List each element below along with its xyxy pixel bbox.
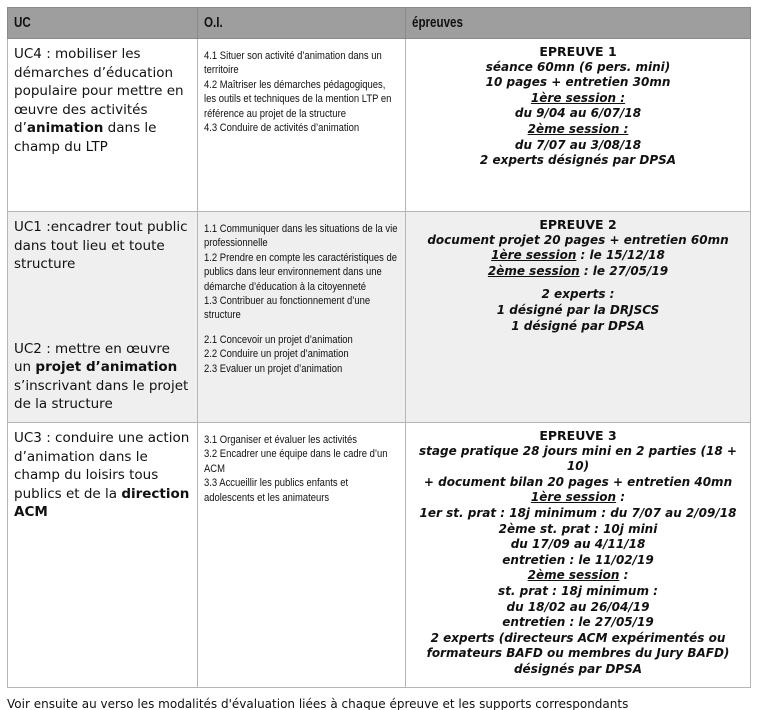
epreuve-line: 2 experts : [541, 287, 615, 302]
session-label: 1ère session : [530, 90, 626, 105]
header-oi-label: O.I. [204, 15, 223, 31]
epreuve-line: 1 désigné par DPSA [511, 318, 645, 333]
session-date: : [616, 490, 626, 505]
epreuve-line: 10 pages + entretien 30mn [485, 75, 671, 90]
oi-item: 4.3 Conduire de activités d’animation [204, 122, 360, 135]
epreuve-line: document projet 20 pages + entretien 60mn [427, 232, 729, 247]
session-line [412, 568, 744, 584]
session-label: 2ème session [527, 568, 620, 583]
session-label: 1ère session [491, 248, 577, 263]
oi-item: 3.1 Organiser et évaluer les activités [204, 434, 358, 446]
uc-text [14, 340, 191, 414]
header-epreuves [406, 8, 751, 39]
epreuve-line: stage pratique 28 jours mini en 2 parties (18 + 10) [419, 443, 737, 474]
uc-text [14, 429, 191, 522]
oi-item: 1.1 Communiquer dans les situations de la vie professionnelle [204, 223, 398, 250]
oi-item: 4.2 Maîtriser les démarches pédagogiques, les outils et techniques de la mention LTP en référence au projet de la structure [204, 78, 392, 120]
oi-item: 2.1 Concevoir un projet d’animation [204, 333, 353, 346]
table-row [8, 39, 751, 212]
header-epreuves-label: épreuves [412, 15, 463, 31]
oi-item: 3.3 Accueillir les publics enfants et adolescents et les animateurs [204, 477, 349, 504]
epreuve-line: du 18/02 au 26/04/19 [506, 599, 650, 614]
epreuve-line: 1 désigné par la DRJSCS [496, 302, 660, 317]
header-row [8, 8, 751, 39]
session-line [412, 490, 744, 506]
epreuve-line: 2 experts (directeurs ACM expérimentés ou [430, 630, 726, 645]
epreuve-line: + document bilan 20 pages + entretien 40mn [423, 474, 733, 489]
session-line [412, 122, 744, 138]
session-label: 2ème session : [527, 121, 629, 136]
epreuve-line: séance 60mn (6 pers. mini) [485, 59, 671, 74]
epreuve-title: EPREUVE 2 [539, 217, 617, 232]
uc-text [14, 45, 191, 156]
oi-item: 1.2 Prendre en compte les caractéristiques de publics dans leur environnement dans une démarche d’éducation à la citoyenneté [204, 251, 397, 293]
oi-list [204, 433, 399, 505]
uc-text-part: UC3 : conduire une action d’animation dans le champ du loisirs tous publics et de la [14, 430, 190, 502]
epreuve-details [412, 428, 744, 678]
epreuve-spacer [412, 279, 744, 287]
oi-item: 2.3 Evaluer un projet d’animation [204, 362, 343, 375]
uc-emphasis: projet d’animation [35, 359, 178, 375]
epreuve-line: entretien : le 11/02/19 [502, 552, 654, 567]
uc-cell [8, 39, 198, 212]
epreuve-line: 1er st. prat : 18j minimum : du 7/07 au 2/09/18 [419, 505, 737, 520]
uc-text-part: UC1 :encadrer tout public dans tout lieu et toute structure [14, 219, 188, 272]
header-uc [8, 8, 198, 39]
header-oi [198, 8, 406, 39]
uc-text-part: UC2 : mettre en œuvre un [14, 340, 170, 375]
session-line [412, 264, 744, 280]
oi-item: 2.2 Conduire un projet d’animation [204, 348, 349, 361]
uc-text [14, 218, 191, 274]
epreuve-line: du 7/07 au 3/08/18 [514, 137, 642, 152]
oi-cell [198, 212, 406, 423]
session-line [412, 248, 744, 264]
session-date: : le 27/05/19 [579, 263, 669, 278]
oi-item: 4.1 Situer son activité d’animation dans un territoire [204, 50, 382, 77]
epreuve-details [412, 217, 744, 334]
oi-item: 3.2 Encadrer une équipe dans le cadre d’un ACM [204, 448, 388, 475]
session-line [412, 91, 744, 107]
uc-spacer [14, 274, 191, 338]
table-row [8, 423, 751, 688]
oi-list [204, 222, 399, 376]
uc-text-part: UC4 : mobiliser les démarches d’éducation populaire pour mettre en œuvre des activités d’ [14, 46, 184, 136]
oi-cell [198, 423, 406, 688]
epreuve-line: du 17/09 au 4/11/18 [510, 537, 646, 552]
uc-cell [8, 212, 198, 423]
epreuve-line: st. prat : 18j minimum : [498, 583, 658, 598]
table-row [8, 212, 751, 423]
session-date: : [619, 568, 629, 583]
session-label: 1ère session [530, 490, 617, 505]
epreuve-cell [406, 423, 751, 688]
epreuve-line: du 9/04 au 6/07/18 [514, 106, 642, 121]
epreuve-line: 2 experts désignés par DPSA [479, 153, 677, 168]
session-date: : le 15/12/18 [576, 248, 665, 263]
epreuve-cell [406, 39, 751, 212]
oi-spacer [204, 323, 399, 333]
oi-list [204, 49, 399, 135]
certification-table [7, 7, 751, 688]
epreuve-line: 2ème st. prat : 10j mini [498, 521, 658, 536]
epreuve-details [412, 44, 744, 169]
epreuve-line: formateurs BAFD ou membres du Jury BAFD) [426, 646, 730, 661]
uc-text-part: s’inscrivant dans le projet de la structure [14, 377, 189, 412]
uc-emphasis: animation [26, 120, 104, 136]
oi-item: 1.3 Contribuer au fonctionnement d’une structure [204, 295, 371, 322]
footnote: Voir ensuite au verso les modalités d'évaluation liées à chaque épreuve et les supports correspondants [7, 697, 629, 710]
epreuve-line: désignés par DPSA [513, 661, 643, 676]
epreuve-title: EPREUVE 3 [539, 428, 617, 443]
header-uc-label: UC [14, 15, 31, 31]
epreuve-cell [406, 212, 751, 423]
uc-emphasis: direction ACM [14, 485, 190, 520]
epreuve-line: entretien : le 27/05/19 [502, 615, 654, 630]
uc-cell [8, 423, 198, 688]
oi-cell [198, 39, 406, 212]
epreuve-title: EPREUVE 1 [539, 44, 617, 59]
session-label: 2ème session [487, 263, 580, 278]
uc-text-part: dans le champ du LTP [14, 120, 157, 155]
